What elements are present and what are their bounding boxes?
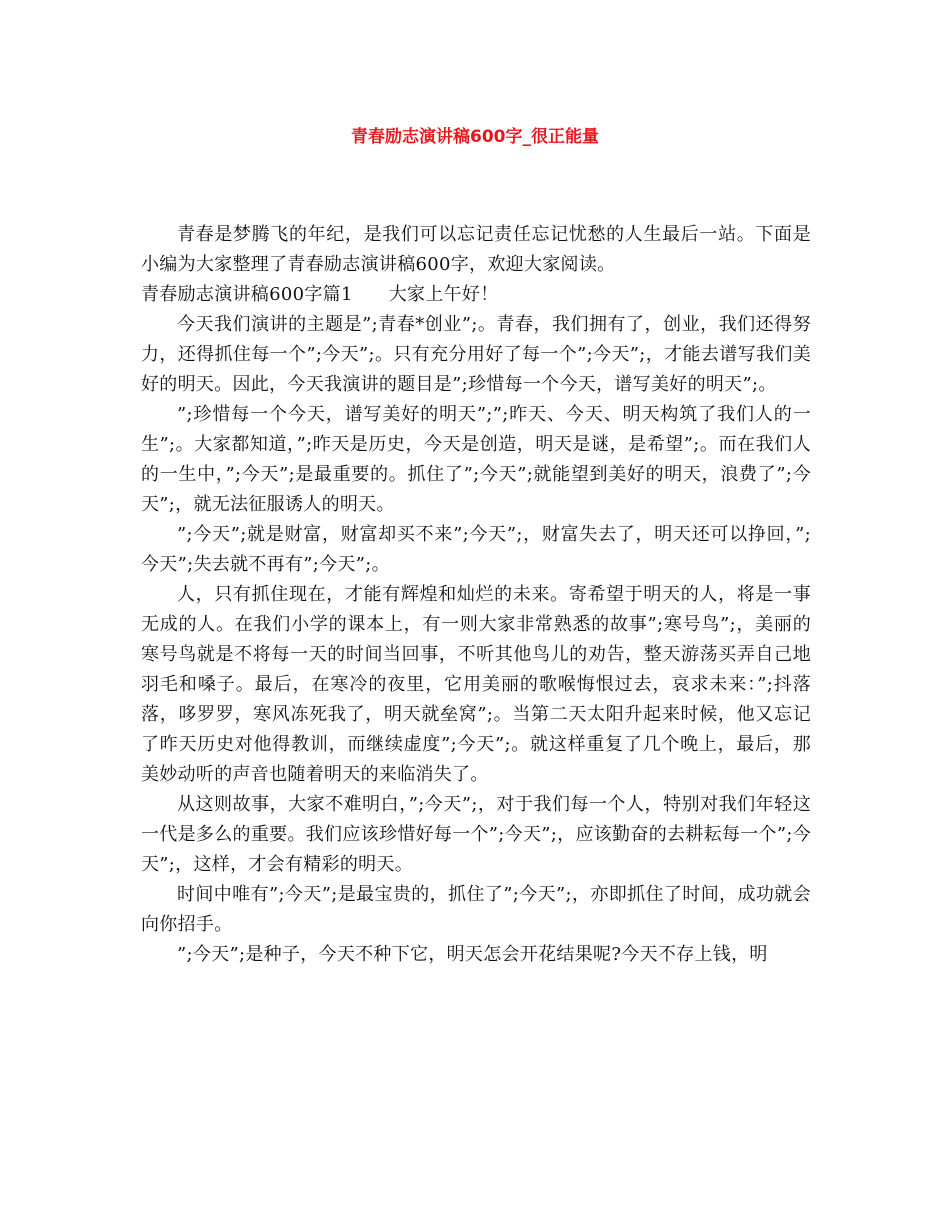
paragraph-1: 今天我们演讲的主题是”;青春*创业”;。青春，我们拥有了，创业，我们还得努力，还得抓住每一个”;今天”;。只有充分用好了每一个”;今天”;，才能去谱写我们美好的明天。因此，今天我演讲的题目是”;珍惜每一个今天，谱写美好的明天”;。	[141, 314, 811, 395]
paragraph-5: 从这则故事，大家不难明白，”;今天”;，对于我们每一个人，特别对我们年轻这一代是多么的重要。我们应该珍惜好每一个”;今天”;，应该勤奋的去耕耘每一个”;今天”;，这样，才会有精彩的明天。	[141, 794, 811, 875]
section-heading: 青春励志演讲稿600字篇1	[141, 284, 353, 305]
paragraph-6: 时间中唯有”;今天”;是最宝贵的，抓住了”;今天”;，亦即抓住了时间，成功就会向你招手。	[141, 884, 811, 935]
document-body	[141, 220, 811, 970]
document-title: 青春励志演讲稿600字_很正能量	[351, 127, 599, 147]
paragraph-3: ”;今天”;就是财富，财富却买不来”;今天”;，财富失去了，明天还可以挣回，”;今天”;失去就不再有”;今天”;。	[141, 524, 811, 575]
section-heading-line	[141, 280, 811, 310]
paragraph-7: ”;今天”;是种子，今天不种下它，明天怎会开花结果呢?今天不存上钱，明	[177, 944, 768, 965]
intro-paragraph: 青春是梦腾飞的年纪，是我们可以忘记责任忘记忧愁的人生最后一站。下面是小编为大家整理了青春励志演讲稿600字，欢迎大家阅读。	[141, 224, 811, 275]
paragraph-2: ”;珍惜每一个今天，谱写美好的明天”;”;昨天、今天、明天构筑了我们人的一生”;。大家都知道，”;昨天是历史，今天是创造，明天是谜，是希望”;。而在我们人的一生中，”;今天”;是最重要的。抓住了”;今天”;就能望到美好的明天，浪费了”;今天”;，就无法征服诱人的明天。	[141, 404, 811, 515]
greeting: 大家上午好！	[388, 284, 499, 305]
paragraph-4: 人，只有抓住现在，才能有辉煌和灿烂的未来。寄希望于明天的人，将是一事无成的人。在我们小学的课本上，有一则大家非常熟悉的故事”;寒号鸟”;，美丽的寒号鸟就是不将每一天的时间当回事，不听其他鸟儿的劝告，整天游荡买弄自己地羽毛和嗓子。最后，在寒冷的夜里，它用美丽的歌喉悔恨过去，哀求未来：”;抖落落，哆罗罗，寒风冻死我了，明天就垒窝”;。当第二天太阳升起来时候，他又忘记了昨天历史对他得教训，而继续虚度”;今天”;。就这样重复了几个晚上，最后，那美妙动听的声音也随着明天的来临消失了。	[141, 584, 811, 785]
